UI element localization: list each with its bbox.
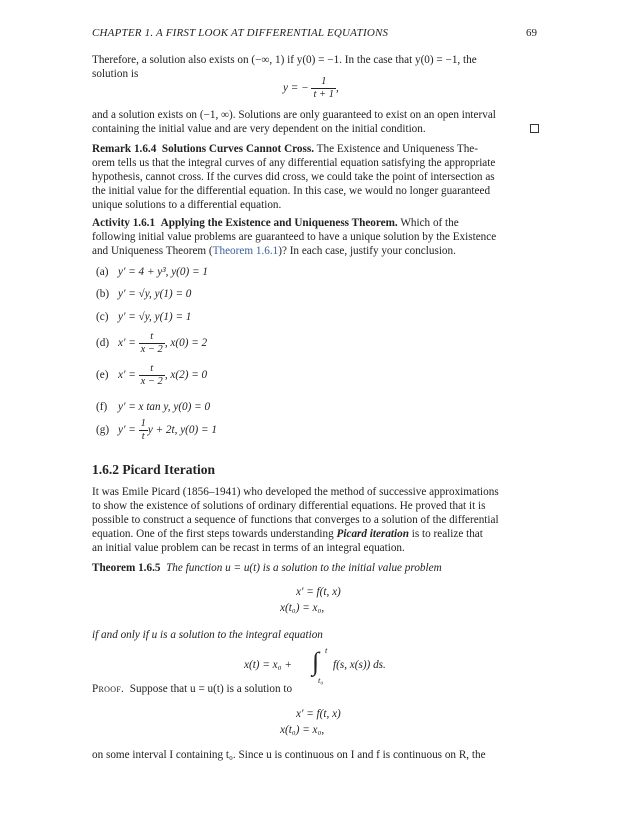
remark-text-1: The Existence and Uniqueness The- <box>316 143 478 155</box>
theorem-line-1 <box>92 561 442 575</box>
activity-item-d <box>96 331 207 356</box>
remark-line-5: unique solutions to a differential equation. <box>92 199 282 211</box>
integral-lower-limit: t₀ <box>318 675 324 685</box>
theorem-equation-2: x(t₀) = x₀, <box>280 602 325 614</box>
proof-line-1 <box>92 682 292 696</box>
section-line-5: an initial value problem can be recast in terms of an integral equation. <box>92 542 405 554</box>
proof-line-2: on some interval I containing t₀. Since u is continuous on I and f is continuous on R, the <box>92 749 486 761</box>
item-equation-pre: y′ = <box>118 424 136 437</box>
fraction-numerator: 1 <box>140 418 146 429</box>
intro-line-4: containing the initial value and are very dependent on the initial condition. <box>92 123 426 135</box>
fraction-denominator: t <box>139 430 148 443</box>
activity-item-g <box>96 418 217 443</box>
item-label: (f) <box>96 401 108 413</box>
section-line-2: to show the existence of solutions of ordinary differential equations. He proved that it is <box>92 500 486 512</box>
item-equation-post: y + 2t, y(0) = 1 <box>147 424 217 437</box>
item-equation: y′ = 4 + y³, y(0) = 1 <box>118 266 208 278</box>
equation-lhs: y = − <box>283 82 309 95</box>
qed-square-icon <box>530 124 539 133</box>
integral-lhs: x(t) = x₀ + <box>244 659 292 671</box>
item-label: (d) <box>96 337 110 350</box>
section-line-3: possible to construct a sequence of functions that converges to a solution of the differential <box>92 514 499 526</box>
item-equation-post: , x(0) = 2 <box>164 337 208 350</box>
section-text-4-pre: equation. One of the first steps towards understanding <box>92 528 337 540</box>
page-number: 69 <box>526 27 537 39</box>
activity-item-c <box>96 310 191 324</box>
fraction-numerator: t <box>150 331 154 342</box>
theorem-1-6-1-link[interactable]: Theorem 1.6.1 <box>212 245 279 257</box>
remark-line-2: orem tells us that the integral curves of any differential equation satisfying the appropriate <box>92 157 496 169</box>
fraction <box>139 331 165 356</box>
remark-line-1 <box>92 142 478 156</box>
running-header: CHAPTER 1. A FIRST LOOK AT DIFFERENTIAL EQUATIONS <box>92 27 389 39</box>
item-equation: y′ = x tan y, y(0) = 0 <box>118 401 211 413</box>
remark-label: Remark 1.6.4 <box>92 143 157 155</box>
solution-equation <box>283 76 339 101</box>
theorem-equation-1: x′ = f(t, x) <box>296 586 341 598</box>
integral-upper-limit: t <box>325 645 328 655</box>
section-line-1: It was Emile Picard (1856–1941) who developed the method of successive approximations <box>92 486 499 498</box>
activity-text-1: Which of the <box>400 217 459 229</box>
activity-item-a <box>96 265 208 279</box>
intro-line-2: solution is <box>92 68 139 80</box>
integral-equation <box>244 659 292 671</box>
activity-item-b <box>96 287 191 301</box>
section-heading: 1.6.2 Picard Iteration <box>92 462 215 477</box>
integral-sign-icon: ∫ <box>312 647 320 676</box>
item-equation: y′ = √y, y(1) = 1 <box>118 311 192 323</box>
item-label: (c) <box>96 311 109 323</box>
integral-body: f(s, x(s)) ds. <box>333 659 386 671</box>
fraction-denominator: x − 2 <box>140 376 163 387</box>
theorem-iff-line: if and only if u is a solution to the integral equation <box>92 629 323 641</box>
proof-label: Proof. <box>92 683 125 695</box>
fraction <box>139 418 148 443</box>
fraction <box>311 76 336 101</box>
item-label: (b) <box>96 288 110 300</box>
item-label: (e) <box>96 369 109 382</box>
item-equation-pre: x′ = <box>118 337 136 350</box>
fraction-numerator: 1 <box>321 76 327 87</box>
intro-line-3: and a solution exists on (−1, ∞). Solutions are only guaranteed to exist on an open interval <box>92 109 496 121</box>
activity-title: Applying the Existence and Uniqueness Theorem. <box>160 217 398 229</box>
fraction <box>139 363 165 388</box>
item-label: (a) <box>96 266 109 278</box>
activity-text-3-post: )? In each case, justify your conclusion. <box>278 245 456 257</box>
item-label: (g) <box>96 424 110 437</box>
item-equation-pre: x′ = <box>118 369 136 382</box>
activity-label: Activity 1.6.1 <box>92 217 156 229</box>
activity-text-3-pre: and Uniqueness Theorem ( <box>92 245 213 257</box>
equation-tail: , <box>335 82 339 95</box>
remark-line-4: the initial value for the differential equation. In this case, we would no longer guaranteed <box>92 185 491 197</box>
activity-line-3 <box>92 244 456 258</box>
activity-item-f <box>96 400 210 414</box>
intro-line-1: Therefore, a solution also exists on (−∞, 1) if y(0) = −1. In the case that y(0) = −1, the <box>92 54 477 66</box>
item-equation: y′ = √y, y(1) = 0 <box>118 288 192 300</box>
section-line-4 <box>92 527 483 541</box>
fraction-denominator: x − 2 <box>140 344 163 355</box>
picard-iteration-term: Picard iteration <box>336 528 409 540</box>
proof-equation-1: x′ = f(t, x) <box>296 708 341 720</box>
activity-line-1 <box>92 216 459 230</box>
proof-text-1: Suppose that u = u(t) is a solution to <box>129 683 293 695</box>
theorem-statement: The function u = u(t) is a solution to the initial value problem <box>166 562 442 574</box>
activity-line-2: following initial value problems are guaranteed to have a unique solution by the Existence <box>92 231 497 243</box>
fraction-denominator: t + 1 <box>313 89 334 100</box>
section-text-4-post: is to realize that <box>408 528 483 540</box>
proof-equation-2: x(t₀) = x₀, <box>280 724 325 736</box>
remark-line-3: hypothesis, cannot cross. If the curves did cross, we could take the point of intersection as <box>92 171 495 183</box>
item-equation-post: , x(2) = 0 <box>164 369 208 382</box>
remark-title: Solutions Curves Cannot Cross. <box>161 143 315 155</box>
fraction-numerator: t <box>150 363 154 374</box>
theorem-label: Theorem 1.6.5 <box>92 562 161 574</box>
activity-item-e <box>96 363 207 388</box>
